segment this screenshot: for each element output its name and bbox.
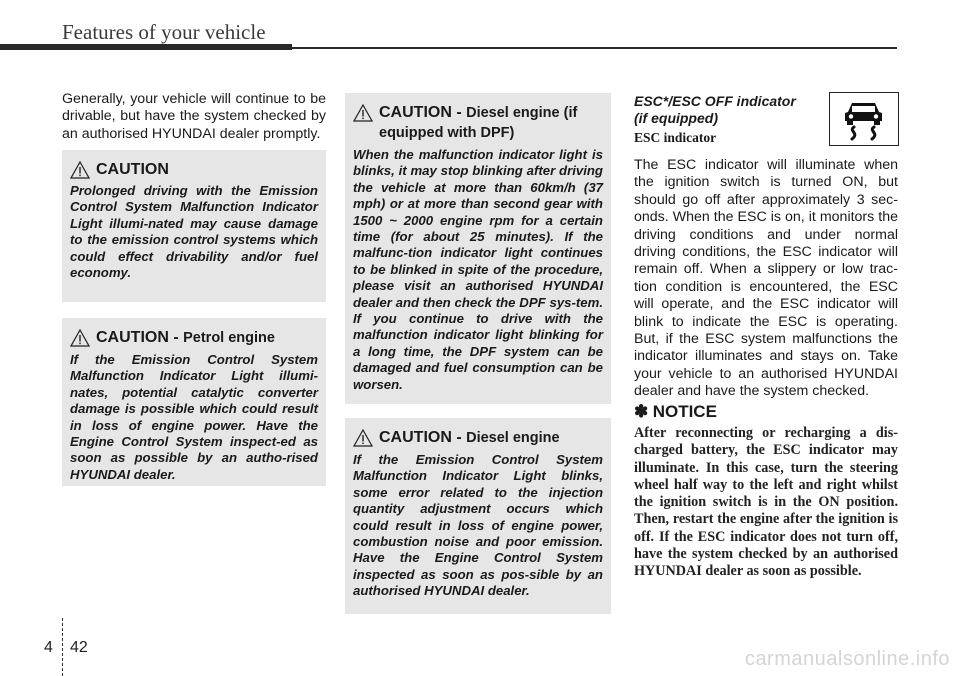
esc-skid-car-icon <box>830 93 897 144</box>
caution-subtitle: Petrol engine <box>183 330 275 346</box>
caution-text: If the Emission Control System Malfunction Indicator Light blinks, some error related to the injection quantity adjustment occurs which could result in loss of engine power, combustion noise and poor emission. Have the Engine Control System inspected as soon as pos-sible by an authorised HYUNDAI dealer. <box>353 452 603 599</box>
caution-text: If the Emission Control System Malfunction Indicator Light illumi-nates, potential catalytic converter damage is possible which could result in loss of engine power. Have the Engine Control System inspect-ed as soon as possible by an autho-rised HYUNDAI dealer. <box>70 352 318 482</box>
esc-heading-block <box>634 93 824 146</box>
caution-text: When the malfunction indicator light is blinks, it may stop blinking after driving the vehicle at more than 60km/h (37 mph) or at more than second gear with 1500 ~ 2000 engine rpm for a certain time (for about 25 minutes). If the malfunc-tion indicator light continues to be blinked in spite of the procedure, please visit an authorised HYUNDAI dealer and then check the DPF sys-tem. If you continue to drive with the malfunction indicator light blinking for a long time, the DPF system can be damaged and fuel consumption can be worsen. <box>353 147 603 392</box>
esc-description: The ESC indicator will illuminate when the ignition switch is turned ON, but should go off after approximately 3 sec-onds. When the ESC is on, it monitors the driving conditions and under normal driving conditions, the ESC indicator will remain off. When a slippery or low trac-tion condition is encountered, the ESC will operate, and the ESC indicator will blink to indicate the ESC is operating. But, if the ESC system malfunctions the indicator illuminates and stays on. Take your vehicle to an authorised HYUNDAI dealer and have the system checked. <box>634 157 898 400</box>
esc-heading-sub: (if equipped) <box>634 110 718 126</box>
esc-subheading: ESC indicator <box>634 130 717 145</box>
caution-box-petrol <box>62 318 326 486</box>
caution-text: Prolonged driving with the Emission Control System Malfunction Indicator Light illumi-nated may cause damage to the emission control systems which could effect drivability and/or fuel economy. <box>70 183 318 281</box>
caution-title: CAUTION <box>96 161 169 178</box>
warning-triangle-icon <box>70 329 90 347</box>
page-number: 42 <box>70 639 88 656</box>
notice-text: After reconnecting or recharging a dis-charged battery, the ESC indicator may illuminate. In this case, turn the steering wheel half way to the left and right whilst the ignition switch is in the ON position. Then, restart the engine after the ignition is off. If the ESC indicator does not turn off, have the system checked by an authorised HYUNDAI dealer as soon as possible. <box>634 425 898 580</box>
footer-divider <box>62 618 63 676</box>
esc-indicator-box <box>829 92 899 146</box>
notice-title: NOTICE <box>652 402 717 421</box>
intro-paragraph: Generally, your vehicle will continue to be drivable, but have the system checked by an authorised HYUNDAI dealer promptly. <box>62 91 326 142</box>
warning-triangle-icon <box>353 104 373 122</box>
warning-triangle-icon <box>353 429 373 447</box>
caution-title: CAUTION - <box>379 429 467 446</box>
caution-subtitle: Diesel engine (if equipped with DPF) <box>379 105 578 141</box>
caution-box-diesel-dpf <box>345 93 611 404</box>
caution-box-diesel <box>345 418 611 614</box>
watermark: carmanualsonline.info <box>744 648 950 670</box>
section-number: 4 <box>44 639 53 656</box>
caution-subtitle: Diesel engine <box>466 430 560 446</box>
caution-title: CAUTION - <box>96 329 184 346</box>
page-header-title: Features of your vehicle <box>62 20 266 44</box>
notice-heading <box>634 402 898 422</box>
notice-symbol: ✽ <box>634 402 649 421</box>
warning-triangle-icon <box>70 161 90 179</box>
caution-title: CAUTION - <box>379 104 467 121</box>
caution-box-general <box>62 150 326 302</box>
esc-heading: ESC*/ESC OFF indicator <box>634 93 796 109</box>
header-rule-accent <box>0 44 292 50</box>
